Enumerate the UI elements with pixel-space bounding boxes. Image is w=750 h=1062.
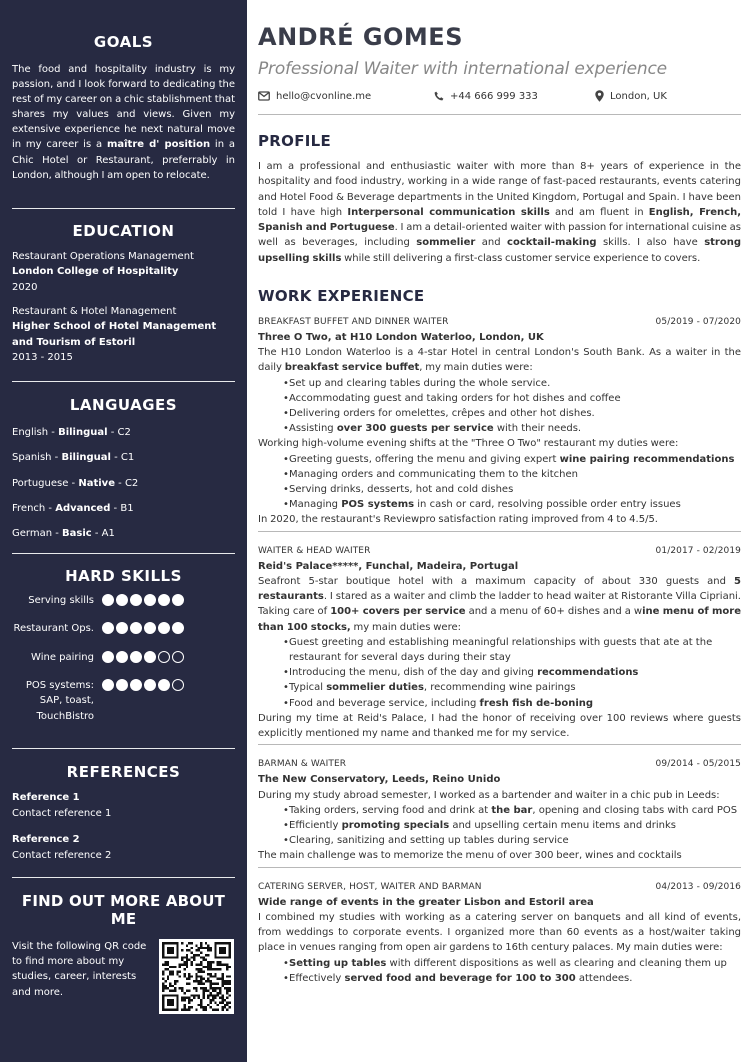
job-description [258, 436, 741, 451]
education-degree: Restaurant Operations Management [12, 250, 194, 262]
job-header [258, 544, 741, 559]
rating-dot-empty [158, 651, 170, 663]
job-description [258, 345, 741, 375]
job-duty [283, 818, 741, 833]
text-run: Guest greeting and establishing meaningful relationships with guests that ate at the restaurant for several days during their stay [289, 636, 713, 664]
rating-dot-filled [130, 679, 142, 691]
language-level: Bilingual [58, 426, 108, 438]
education-title: EDUCATION [72, 221, 175, 240]
text-run: Effectively [289, 972, 345, 984]
job-duty [283, 680, 741, 695]
contact-phone[interactable] [434, 91, 595, 102]
education-years: 2020 [12, 281, 38, 293]
find-out-more-text: Visit the following QR code to find more about my studies, career, interests and more. [12, 940, 147, 998]
rating-dot-filled [130, 651, 142, 663]
text-run: and am fluent in [549, 206, 649, 218]
rating-dot-filled [144, 622, 156, 634]
job-entry [258, 315, 741, 532]
language-level: Advanced [55, 503, 111, 515]
job-description [258, 512, 741, 527]
text-run: my main duties were: [350, 621, 462, 633]
language-item [12, 420, 235, 445]
job-dates: 09/2014 - 05/2015 [655, 759, 741, 770]
phone-icon [434, 91, 444, 101]
language-cefr: C1 [120, 452, 135, 464]
email-text: hello@cvonline.me [276, 90, 372, 102]
job-entry [258, 544, 741, 746]
language-level: Native [78, 477, 115, 489]
text-run: Efficiently [289, 820, 342, 832]
text-run: Seafront 5-star boutique hotel with a maximum capacity of about 330 guests and [258, 576, 735, 587]
contact-bar [258, 89, 741, 103]
separator: - [91, 528, 102, 540]
work-experience-list [258, 315, 741, 986]
language-level: Bilingual [61, 452, 111, 464]
text-run: Taking orders, serving food and drink at [289, 804, 492, 816]
job-duty [283, 956, 741, 971]
sidebar-divider [12, 748, 235, 749]
job-title: BARMAN & WAITER [258, 759, 347, 770]
language-item [12, 445, 235, 470]
job-duties-list [258, 452, 741, 513]
text-run: I combined my studies with working as a catering server on banquets and all kind of events, from weddings to corporate events. I organized more than 60 events as a host/waiter taking place in venues ranging from open air gardens to 16th century palaces. My main duties were: [258, 912, 741, 954]
job-duty [283, 452, 741, 467]
text-run: , recommending wine pairings [423, 682, 576, 694]
text-run: with different dispositions as well as clearing and cleaning them up [386, 957, 727, 969]
rating-dot-filled [144, 651, 156, 663]
profile-text [258, 159, 741, 266]
rating-dot-empty [172, 679, 184, 691]
language-cefr: C2 [124, 477, 139, 489]
rating-dot-filled [102, 651, 114, 663]
job-duty [283, 467, 741, 482]
rating-dot-filled [130, 622, 142, 634]
text-run: , opening and closing tabs with card POS [532, 804, 738, 816]
text-run: The H10 London Waterloo is a 4-star Hotel in central London's South Bank. As a waiter in the daily [258, 347, 741, 374]
bold-text: fresh fish de-boning [479, 697, 594, 709]
text-run: with their needs. [493, 423, 582, 435]
location-text: London, UK [610, 90, 667, 102]
bold-text: recommendations [537, 667, 639, 679]
education-item [12, 304, 235, 366]
job-description [258, 711, 741, 741]
bold-text: sommelier [416, 237, 476, 249]
job-header [258, 757, 741, 772]
job-header [258, 880, 741, 895]
education-school: Higher School of Hotel Management and Tourism of Estoril [12, 321, 217, 348]
skill-name: Restaurant Ops. [13, 623, 94, 635]
bold-text: strong upselling skills [258, 237, 742, 264]
bold-text: 100+ covers per service [330, 606, 466, 618]
bold-text: Interpersonal communication skills [347, 206, 550, 218]
job-header [258, 315, 741, 330]
job-duties-list [258, 376, 741, 437]
contact-email[interactable] [258, 91, 434, 102]
job-dates: 04/2013 - 09/2016 [655, 881, 741, 892]
text-run: attendees. [575, 972, 633, 984]
candidate-name: ANDRÉ GOMES [258, 23, 463, 51]
reference-contact: Contact reference 2 [12, 849, 112, 861]
job-company: Wide range of events in the greater Lisbon and Estoril area [258, 896, 594, 908]
education-years: 2013 - 2015 [12, 352, 73, 364]
language-cefr: B1 [120, 503, 134, 515]
language-level: Basic [62, 528, 92, 540]
work-experience-title: WORK EXPERIENCE [258, 286, 425, 305]
skill-rating [102, 650, 184, 663]
language-name: Spanish [12, 452, 52, 464]
job-divider [258, 867, 741, 868]
job-duty [283, 391, 741, 406]
goals-text-bold: maître d' position [106, 139, 211, 151]
goals-text [12, 62, 235, 183]
rating-dot-filled [130, 594, 142, 606]
rating-dot-filled [158, 622, 170, 634]
job-duty [283, 696, 741, 711]
goals-text-end: in a Chic Hotel or Restaurant, preferrably in London, although I am open to relocate. [12, 139, 235, 181]
text-run: , my main duties were: [419, 362, 533, 374]
job-duty [283, 376, 741, 391]
bold-text: served food and beverage for 100 to 300 [344, 972, 576, 984]
bold-text: 5 restaurants [258, 576, 741, 603]
education-degree: Restaurant & Hotel Management [12, 305, 177, 317]
job-duty [283, 497, 741, 512]
text-run: Managing orders and communicating them to the kitchen [289, 468, 578, 480]
rating-dot-filled [172, 594, 184, 606]
separator: - [48, 426, 59, 438]
text-run: and [475, 237, 508, 249]
separator: - [45, 503, 56, 515]
text-run: The main challenge was to memorize the menu of over 300 beer, wines and cocktails [258, 850, 682, 862]
reference-contact: Contact reference 1 [12, 807, 112, 819]
hard-skills-title: HARD SKILLS [65, 566, 182, 585]
bold-text: wine pairing recommendations [559, 453, 735, 465]
phone-text: +44 666 999 333 [450, 90, 538, 102]
text-run: During my time at Reid's Palace, I had the honor of receiving over 100 reviews where guests explicitly mentioned my name and thanked me for my service. [258, 712, 741, 740]
job-company: Three O Two, at H10 London Waterloo, London, UK [258, 331, 544, 343]
envelope-icon [258, 91, 270, 101]
job-duties-list [258, 635, 741, 711]
job-title: WAITER & HEAD WAITER [258, 545, 371, 556]
text-run: During my study abroad semester, I worked as a bartender and waiter in a chic pub in Leeds: [258, 789, 720, 801]
rating-dot-filled [144, 594, 156, 606]
job-duty [283, 971, 741, 986]
sidebar-divider [12, 381, 235, 382]
job-duty [283, 665, 741, 680]
text-run: Greeting guests, offering the menu and giving expert [289, 453, 560, 465]
rating-dot-filled [172, 622, 184, 634]
job-description [258, 788, 741, 803]
text-run: Serving drinks, desserts, hot and cold dishes [289, 483, 514, 495]
bold-text: over 300 guests per service [336, 423, 494, 435]
separator: - [114, 477, 125, 489]
text-run: Clearing, sanitizing and setting up tables during service [289, 835, 569, 847]
job-title: BREAKFAST BUFFET AND DINNER WAITER [258, 316, 449, 327]
rating-dot-filled [116, 594, 128, 606]
bold-text: promoting specials [341, 820, 450, 832]
text-run: while still delivering a first-class customer service experience to covers. [341, 252, 701, 264]
language-name: English [12, 426, 49, 438]
rating-dot-filled [102, 594, 114, 606]
text-run: in cash or card, resolving possible order entry issues [414, 499, 681, 511]
reference-name: Reference 2 [12, 834, 80, 846]
job-duties-list [258, 803, 741, 849]
profile-title: PROFILE [258, 132, 332, 150]
job-divider [258, 744, 741, 745]
job-duty [283, 833, 741, 848]
separator: - [107, 426, 118, 438]
skill-item [12, 650, 235, 665]
qr-code-icon[interactable] [159, 939, 234, 1014]
skill-item [12, 593, 235, 608]
language-cefr: A1 [101, 528, 115, 540]
education-item [12, 249, 235, 296]
text-run: Introducing the menu, dish of the day and giving [289, 667, 538, 679]
hard-skills-list [12, 593, 235, 724]
rating-dot-empty [172, 651, 184, 663]
text-run: . I am a detail-oriented waiter with passion for international cuisine as well as beverages, including [258, 222, 742, 249]
skill-rating [102, 621, 184, 634]
rating-dot-filled [102, 622, 114, 634]
text-run: Typical [289, 682, 327, 694]
separator: - [110, 452, 121, 464]
text-run: Food and beverage service, including [289, 697, 480, 709]
contact-location [595, 90, 667, 102]
text-run: skills. I also have [596, 237, 705, 249]
job-description [258, 910, 741, 956]
goals-text-start: The food and hospitality industry is my passion, and I look forward to dedicating the rest of my career on a chic stablishment that shares my values and views. Given my extensive experience he next natural move in my career is a [12, 64, 235, 151]
rating-dot-filled [102, 679, 114, 691]
rating-dot-filled [116, 679, 128, 691]
rating-dot-filled [144, 679, 156, 691]
job-company: Reid's Palace*****, Funchal, Madeira, Portugal [258, 560, 519, 572]
reference-name: Reference 1 [12, 792, 80, 804]
bold-text: POS systems [341, 499, 415, 511]
job-company: The New Conservatory, Leeds, Reino Unido [258, 774, 501, 786]
skill-item [12, 621, 235, 636]
text-run: . I stared as a waiter and climb the ladder to head waiter at Ristorante Villa Cipriani. Taking care of [258, 591, 741, 618]
rating-dot-filled [116, 622, 128, 634]
bold-text: sommelier duties [326, 682, 424, 694]
rating-dot-filled [116, 651, 128, 663]
skill-name: Serving skills [28, 594, 94, 606]
text-run: Delivering orders for omelettes, crêpes and other hot dishes. [289, 407, 595, 419]
text-run: I am a professional and enthusiastic waiter with more than 8+ years of experience in the hospitality and food industry, working in a wide range of fast-paced restaurants, events catering and Hotel Food & Beverage departments in the United Kingdom, Portugal and Spain. I have been told I have high [258, 161, 741, 218]
references-title: REFERENCES [66, 763, 181, 782]
text-run: and a menu of 60+ dishes and a w [465, 606, 643, 618]
text-run: Working high-volume evening shifts at the "Three O Two" restaurant my duties were: [258, 438, 679, 450]
map-pin-icon [595, 90, 604, 102]
language-item [12, 471, 235, 496]
languages-title: LANGUAGES [69, 395, 178, 414]
language-cefr: C2 [117, 426, 131, 438]
skill-rating [102, 678, 184, 691]
separator: - [51, 452, 62, 464]
text-run: Managing [289, 499, 342, 511]
skill-name: Wine pairing [31, 651, 94, 663]
language-name: German [12, 528, 53, 540]
sidebar [0, 0, 247, 1062]
find-out-more-box [12, 939, 235, 1014]
bold-text: breakfast service buffet [284, 362, 420, 374]
education-school: London College of Hospitality [12, 266, 179, 278]
job-duty [283, 635, 741, 665]
job-duty [283, 421, 741, 436]
reference-item [12, 790, 235, 821]
reference-item [12, 832, 235, 863]
separator: - [52, 528, 63, 540]
skill-item [12, 678, 235, 724]
rating-dot-filled [158, 594, 170, 606]
text-run: Accommodating guest and taking orders for hot dishes and coffee [289, 392, 621, 404]
job-divider [258, 531, 741, 532]
bold-text: ine menu of more than 100 stocks, [258, 606, 741, 633]
bold-text: Setting up tables [289, 957, 387, 969]
job-title: CATERING SERVER, HOST, WAITER AND BARMAN [258, 881, 482, 892]
separator: - [110, 503, 121, 515]
job-duty [283, 406, 741, 421]
separator: - [68, 477, 79, 489]
language-name: Portuguese [12, 477, 69, 489]
job-duties-list [258, 956, 741, 986]
text-run: Assisting [289, 423, 337, 435]
text-run: Set up and clearing tables during the whole service. [289, 377, 551, 389]
language-name: French [12, 503, 46, 515]
job-entry [258, 880, 741, 986]
qr-code-pattern [162, 942, 231, 1011]
rating-dot-filled [158, 679, 170, 691]
job-dates: 05/2019 - 07/2020 [655, 316, 741, 327]
find-out-more-title: FIND OUT MORE ABOUT ME [21, 891, 226, 928]
job-dates: 01/2017 - 02/2019 [655, 545, 741, 556]
bold-text: the bar [491, 804, 533, 816]
language-item [12, 496, 235, 521]
candidate-headline: Professional Waiter with international experience [258, 59, 667, 79]
job-description [258, 574, 741, 635]
skill-rating [102, 593, 184, 606]
sidebar-divider [12, 208, 235, 209]
languages-list [12, 420, 235, 547]
job-duty [283, 482, 741, 497]
sidebar-divider [12, 553, 235, 554]
bold-text: English, French, Spanish and Portuguese [258, 206, 741, 233]
text-run: and upselling certain menu items and drinks [449, 820, 676, 832]
goals-title: GOALS [93, 33, 154, 51]
text-run: In 2020, the restaurant's Reviewpro satisfaction rating improved from 4 to 4.5/5. [258, 514, 658, 526]
main-content [258, 0, 741, 986]
job-description [258, 848, 741, 863]
job-duty [283, 803, 741, 818]
job-entry [258, 757, 741, 867]
language-item [12, 521, 235, 546]
sidebar-divider [12, 877, 235, 878]
skill-name: POS systems: SAP, toast, TouchBistro [25, 680, 94, 722]
header-divider [258, 114, 741, 115]
bold-text: cocktail-making [507, 237, 597, 249]
